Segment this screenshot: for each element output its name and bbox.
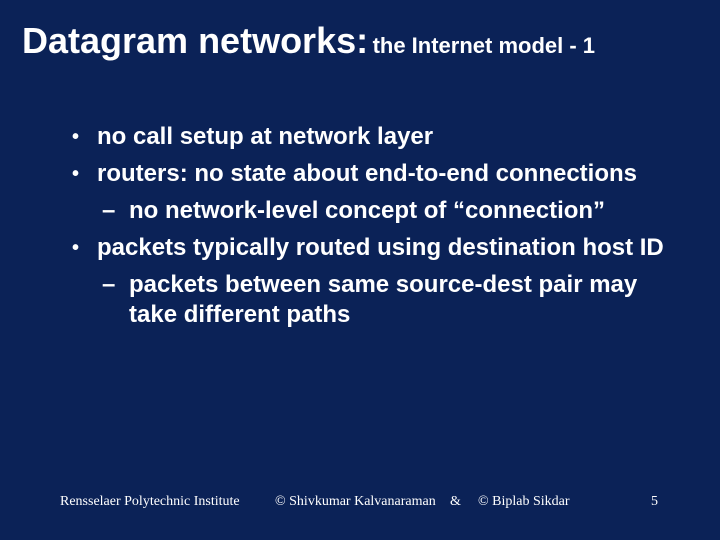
sub-bullet-text: packets between same source-dest pair may take different paths bbox=[129, 271, 638, 328]
sub-bullet-item bbox=[70, 270, 690, 330]
bullet-item bbox=[70, 233, 690, 263]
footer-author-1: © Shivkumar Kalvanaraman bbox=[275, 494, 436, 509]
footer-ampersand: & bbox=[450, 494, 461, 509]
sub-bullet-text: no network-level concept of “connection” bbox=[129, 197, 606, 224]
bullet-dot-icon: • bbox=[72, 126, 80, 148]
footer-institute: Rensselaer Polytechnic Institute bbox=[60, 494, 240, 509]
bullet-list bbox=[70, 122, 690, 330]
sub-bullet-item bbox=[70, 196, 690, 226]
bullet-item bbox=[70, 159, 690, 189]
bullet-text: no call setup at network layer bbox=[97, 123, 434, 150]
bullet-text: packets typically routed using destination host ID bbox=[97, 234, 664, 261]
bullet-dot-icon: • bbox=[72, 237, 80, 259]
dash-icon: – bbox=[102, 271, 116, 298]
title-sub: the Internet model - 1 bbox=[372, 33, 596, 58]
bullet-dot-icon: • bbox=[72, 163, 80, 185]
footer-author-2: © Biplab Sikdar bbox=[478, 494, 570, 509]
slide-title bbox=[22, 20, 595, 62]
bullet-text: routers: no state about end-to-end connections bbox=[97, 160, 638, 187]
page-number: 5 bbox=[651, 494, 658, 509]
bullet-item bbox=[70, 122, 690, 152]
dash-icon: – bbox=[102, 197, 116, 224]
title-main: Datagram networks: bbox=[22, 20, 369, 61]
